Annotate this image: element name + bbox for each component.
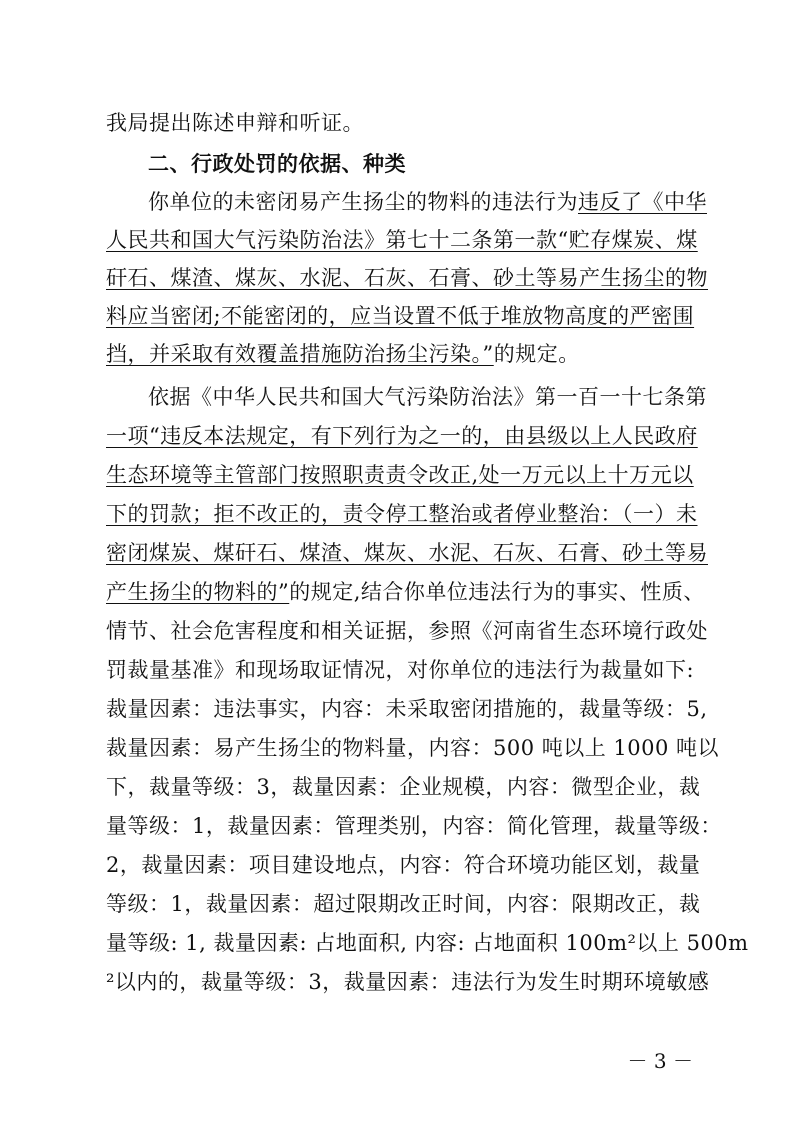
paragraph-line: 2，裁量因素：项目建设地点，内容：符合环境功能区划，裁量 [106,853,701,877]
paragraph-line: 你单位的未密闭易产生扬尘的物料的违法行为违反了《中华 [148,190,707,214]
paragraph-line: 等级：1，裁量因素：超过限期改正时间，内容：限期改正，裁 [106,892,701,916]
paragraph-line: 下，裁量等级：3，裁量因素：企业规模，内容：微型企业，裁 [106,775,701,799]
paragraph-line: ²以内的，裁量等级：3，裁量因素：违法行为发生时期环境敏感 [106,970,710,994]
underlined-text: 违反了《中华 [578,190,707,214]
paragraph-line: 料应当密闭;不能密闭的，应当设置不低于堆放物高度的严密围 [106,304,695,328]
paragraph-line: 裁量因素：易产生扬尘的物料量，内容：500 吨以上 1000 吨以 [106,736,720,760]
paragraph-line: 下的罚款；拒不改正的，责令停工整治或者停业整治：（一）未 [106,502,698,526]
paragraph-line: 人民共和国大气污染防治法》第七十二条第一款“贮存煤炭、煤 [106,228,698,252]
underlined-text: 挡，并采取有效覆盖措施防治扬尘污染。” [106,342,494,366]
paragraph-line: 一项“违反本法规定，有下列行为之一的，由县级以上人民政府 [106,424,698,448]
paragraph-line: 矸石、煤渣、煤灰、水泥、石灰、石膏、砂土等易产生扬尘的物 [106,266,708,290]
page-number: － 3 － [627,1049,693,1073]
paragraph-line: 产生扬尘的物料的”的规定,结合你单位违法行为的事实、性质、 [106,580,705,604]
paragraph-line: 挡，并采取有效覆盖措施防治扬尘污染。”的规定。 [106,342,580,366]
paragraph-line: 密闭煤炭、煤矸石、煤渣、煤灰、水泥、石灰、石膏、砂土等易 [106,541,708,565]
text-line: 我局提出陈述申辩和听证。 [106,111,364,135]
paragraph-line: 情节、社会危害程度和相关证据，参照《河南省生态环境行政处 [106,619,708,643]
paragraph-line: 量等级: 1, 裁量因素: 占地面积, 内容: 占地面积 100m²以上 500m [106,931,749,955]
underlined-text: 产生扬尘的物料的” [106,580,290,604]
paragraph-line: 生态环境等主管部门按照职责责令改正,处一万元以上十万元以 [106,463,694,487]
paragraph-line: 依据《中华人民共和国大气污染防治法》第一百一十七条第 [148,385,707,409]
paragraph-line: 罚裁量基准》和现场取证情况，对你单位的违法行为裁量如下: [106,658,695,682]
paragraph-line: 量等级：1，裁量因素：管理类别，内容：简化管理，裁量等级： [106,814,722,838]
section-heading: 二、行政处罚的依据、种类 [148,152,406,176]
paragraph-line: 裁量因素：违法事实，内容：未采取密闭措施的，裁量等级：5, [106,697,708,721]
